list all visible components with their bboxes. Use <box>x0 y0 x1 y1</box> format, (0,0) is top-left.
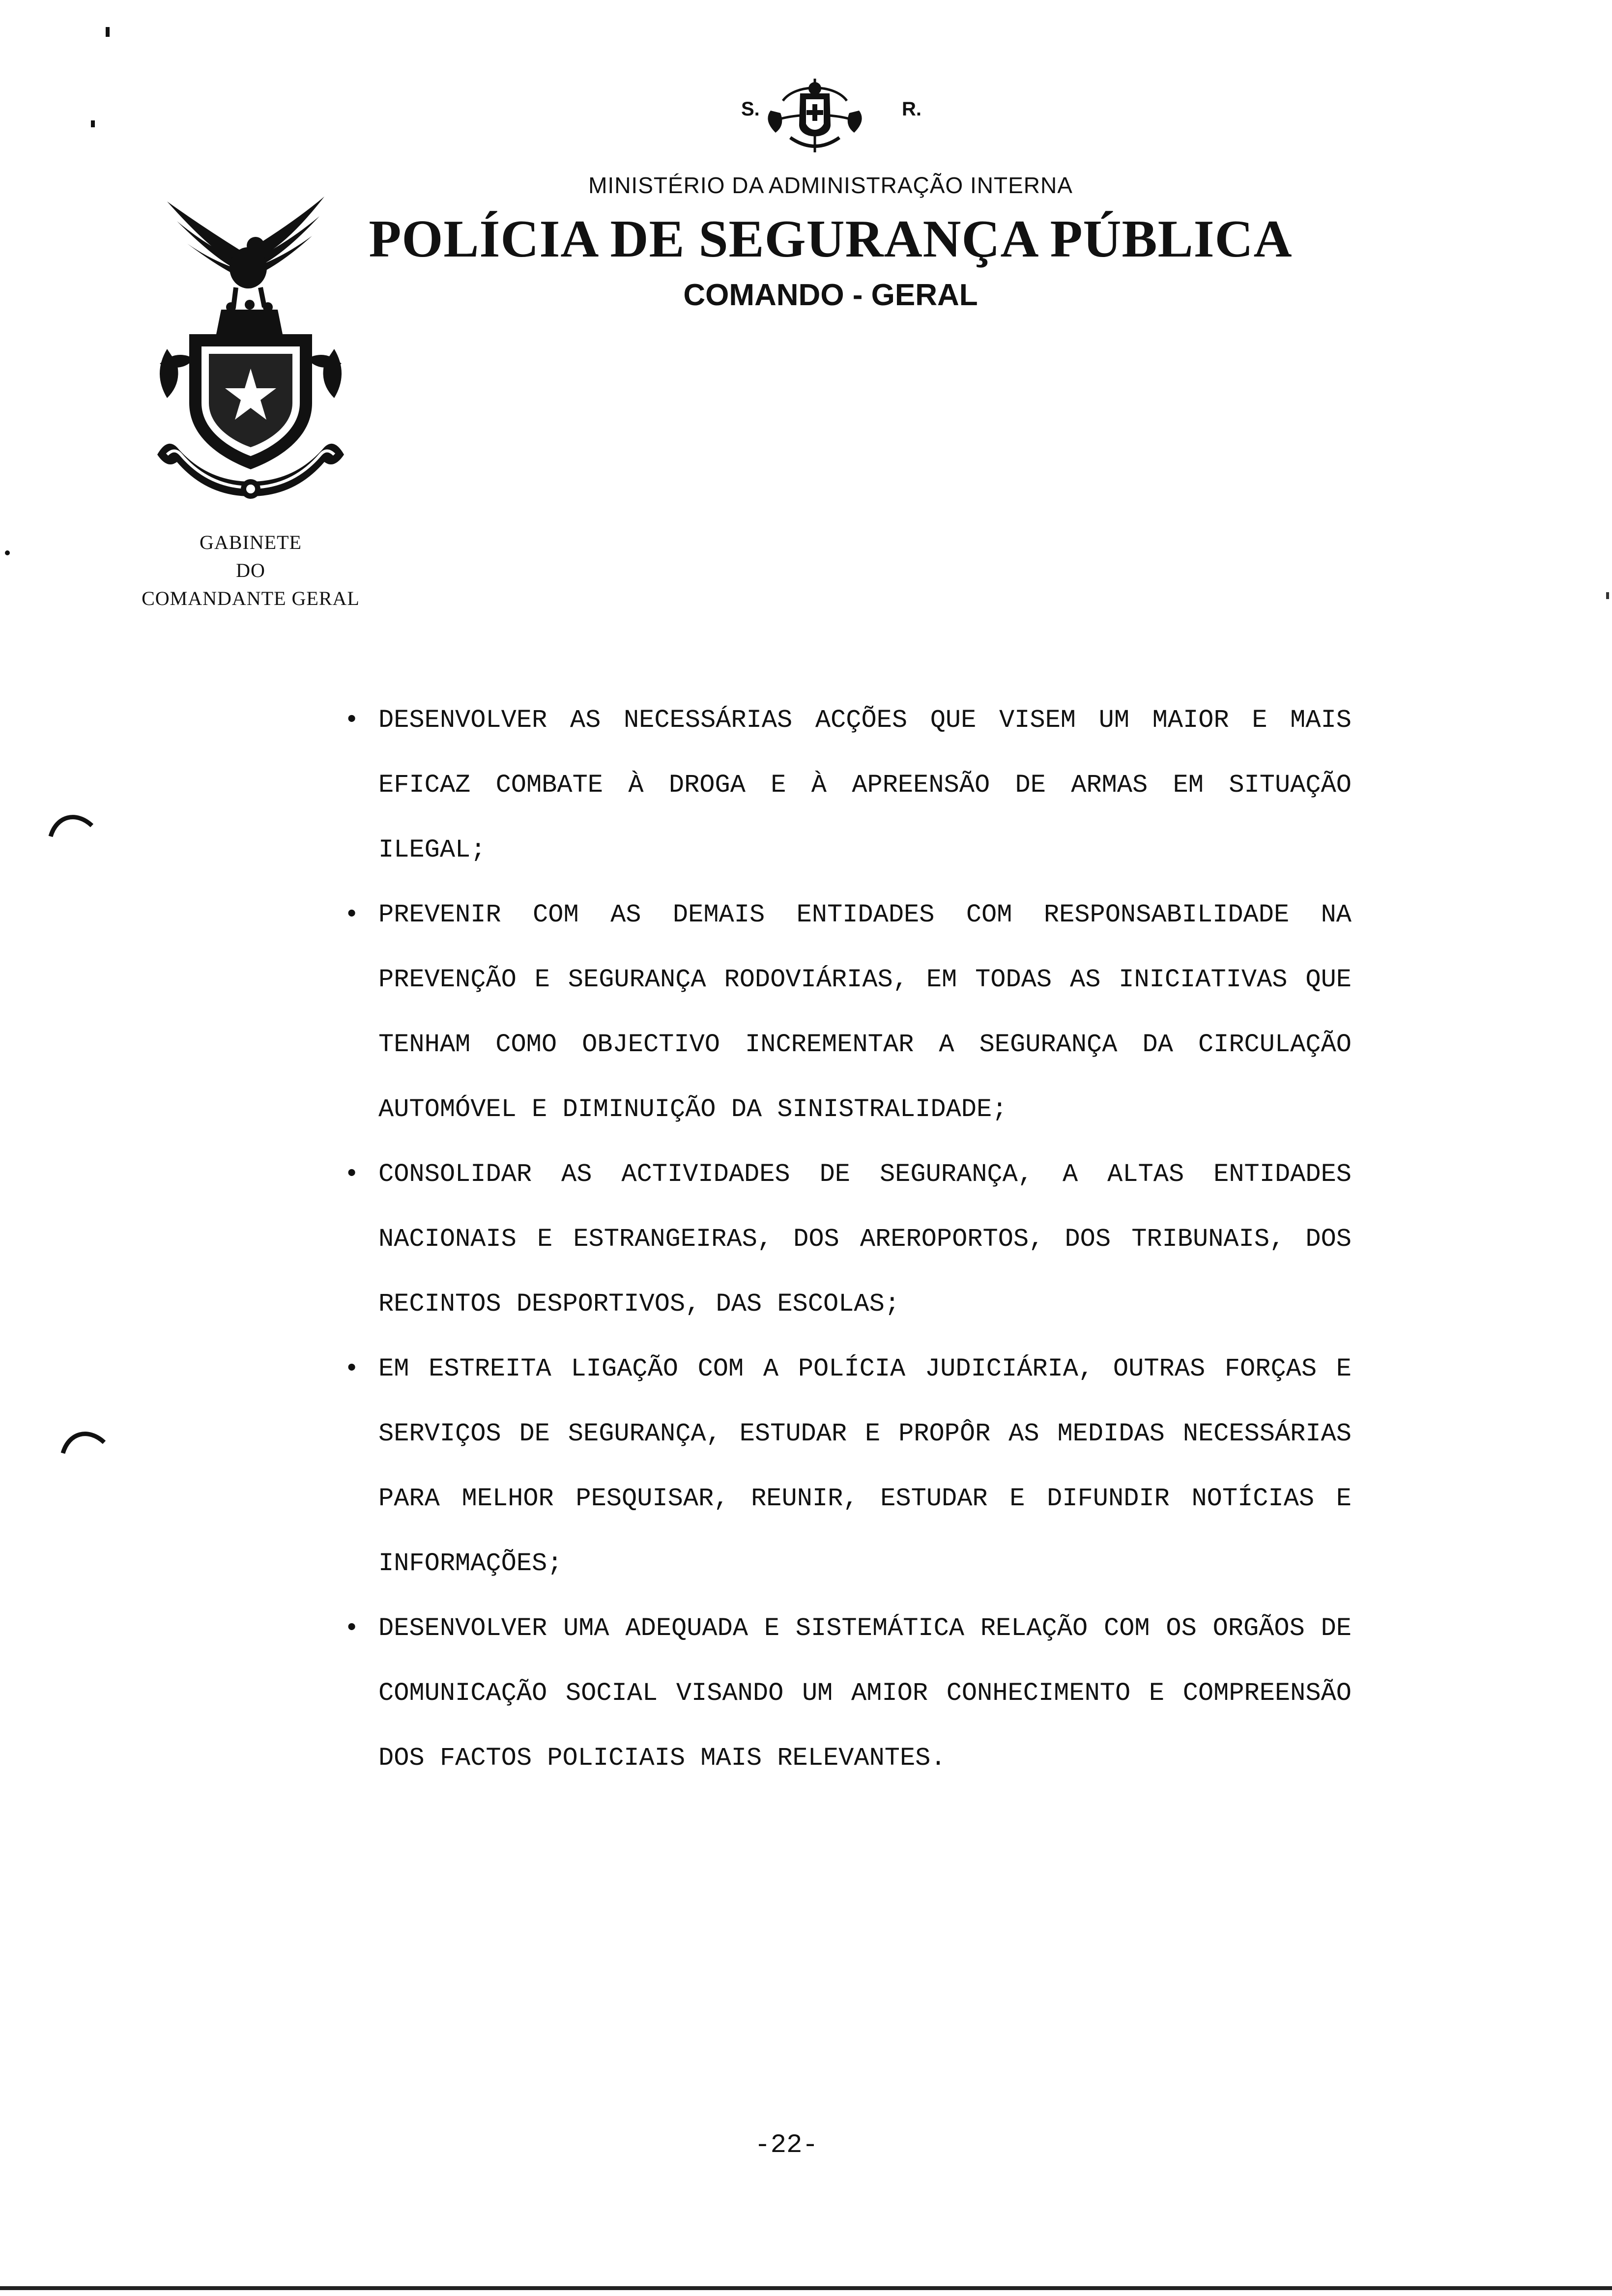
list-item-text: EM ESTREITA LIGAÇÃO COM A POLÍCIA JUDICIÁRIA, OUTRAS FORÇAS E SERVIÇOS DE SEGURANÇA, ESTUDAR E PROPÔR AS MEDIDAS NECESSÁRIAS PARA MELHOR PESQUISAR, REUNIR, ESTUDAR E DIFUNDIR NOTÍCIAS E INFORMAÇÕES; <box>378 1354 1352 1578</box>
punch-hole-mark <box>59 1423 108 1457</box>
bullet-dot: • <box>344 706 360 735</box>
scan-edge-line <box>0 2286 1612 2290</box>
cabinet-label <box>103 528 398 612</box>
objectives-list <box>344 688 1352 1791</box>
bullet-dot: • <box>344 1614 360 1643</box>
scan-mark <box>5 550 10 555</box>
list-item <box>344 688 1352 883</box>
seal-letter-right: R. <box>902 98 921 120</box>
punch-hole-mark <box>47 806 96 840</box>
bullet-dot: • <box>344 900 360 929</box>
list-item <box>344 1596 1352 1791</box>
seal-letter-left: S. <box>741 98 760 120</box>
list-item <box>344 1142 1352 1337</box>
list-item-text: CONSOLIDAR AS ACTIVIDADES DE SEGURANÇA, A ALTAS ENTIDADES NACIONAIS E ESTRANGEIRAS, DOS AREROPORTOS, DOS TRIBUNAIS, DOS RECINTOS DESPORTIVOS, DAS ESCOLAS; <box>378 1160 1352 1319</box>
list-item-text: PREVENIR COM AS DEMAIS ENTIDADES COM RESPONSABILIDADE NA PREVENÇÃO E SEGURANÇA RODOVIÁRIAS, EM TODAS AS INICIATIVAS QUE TENHAM COMO OBJECTIVO INCREMENTAR A SEGURANÇA DA CIRCULAÇÃO AUTOMÓVEL E DIMINUIÇÃO DA SINISTRALIDADE; <box>378 900 1352 1124</box>
list-item <box>344 883 1352 1142</box>
cabinet-line-3: COMANDANTE GERAL <box>142 587 360 609</box>
list-item-text: DESENVOLVER AS NECESSÁRIAS ACÇÕES QUE VISEM UM MAIOR E MAIS EFICAZ COMBATE À DROGA E À APREENSÃO DE ARMAS EM SITUAÇÃO ILEGAL; <box>378 706 1352 864</box>
command-title: COMANDO - GERAL <box>683 278 978 312</box>
list-item-text: DESENVOLVER UMA ADEQUADA E SISTEMÁTICA RELAÇÃO COM OS ORGÃOS DE COMUNICAÇÃO SOCIAL VISANDO UM AMIOR CONHECIMENTO E COMPREENSÃO DOS FACTOS POLICIAIS MAIS RELEVANTES. <box>378 1614 1352 1773</box>
organization-title: POLÍCIA DE SEGURANÇA PÚBLICA <box>369 210 1293 268</box>
scan-mark <box>91 120 95 127</box>
cabinet-line-2: DO <box>236 559 265 581</box>
psp-crest-icon <box>147 187 354 501</box>
national-coat-of-arms-icon <box>741 74 889 157</box>
list-item <box>344 1337 1352 1596</box>
ministry-name: MINISTÉRIO DA ADMINISTRAÇÃO INTERNA <box>588 172 1073 198</box>
bullet-dot: • <box>344 1354 360 1383</box>
bullet-dot: • <box>344 1160 360 1189</box>
scan-mark <box>1606 592 1609 599</box>
cabinet-line-1: GABINETE <box>200 531 302 553</box>
page-number: -22- <box>754 2130 818 2160</box>
scan-mark <box>106 27 110 37</box>
